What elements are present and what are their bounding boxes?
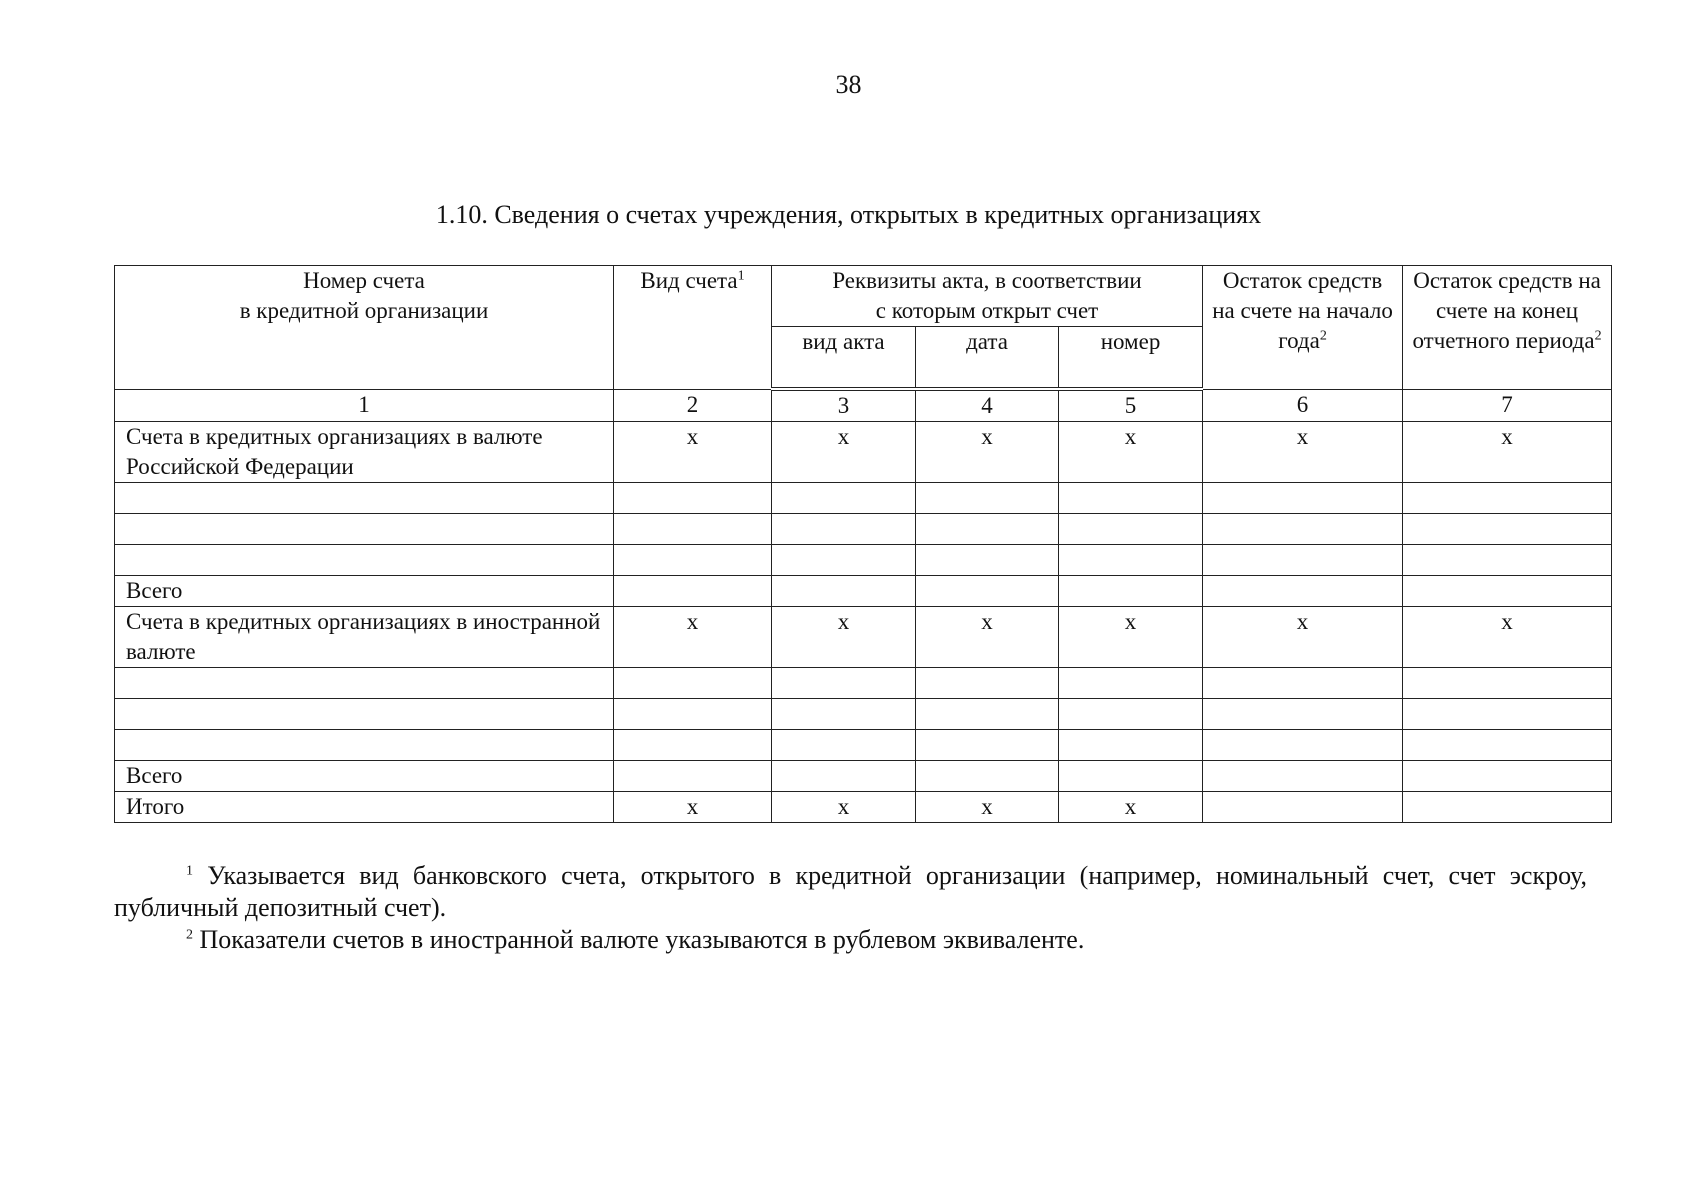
- header-balance-start-text: Остаток средств на счете на начало года: [1212, 268, 1393, 353]
- table-cell: [1203, 668, 1403, 699]
- table-cell: [772, 514, 916, 545]
- table-cell: x: [772, 792, 916, 823]
- table-cell: x: [916, 792, 1059, 823]
- table-cell: [772, 545, 916, 576]
- table-cell: [1203, 514, 1403, 545]
- header-balance-start: [1203, 266, 1403, 390]
- table-row: [115, 761, 1612, 792]
- table-cell: [614, 483, 772, 514]
- table-row: [115, 607, 1612, 668]
- table-cell: [772, 730, 916, 761]
- header-account-number-line2: в кредитной организации: [239, 298, 489, 323]
- table-cell: x: [1059, 607, 1203, 668]
- table-cell: [1203, 483, 1403, 514]
- table-row: [115, 422, 1612, 483]
- table-cell: [916, 483, 1059, 514]
- table-cell: x: [916, 422, 1059, 483]
- table-cell: [1403, 730, 1612, 761]
- table-cell: [916, 576, 1059, 607]
- table-row: [115, 545, 1612, 576]
- table-cell: [1403, 514, 1612, 545]
- header-act-details: [772, 266, 1203, 327]
- row-label: Итого: [115, 792, 614, 823]
- table-cell: x: [772, 422, 916, 483]
- header-account-number: [115, 266, 614, 390]
- table-cell: [916, 761, 1059, 792]
- column-number: 3: [772, 389, 916, 422]
- column-number: 4: [916, 389, 1059, 422]
- footnote-2: [114, 924, 1587, 956]
- table-row: [115, 668, 1612, 699]
- column-number: 1: [115, 389, 614, 422]
- table-cell: [1403, 483, 1612, 514]
- table-cell: [614, 761, 772, 792]
- table-cell: [1203, 576, 1403, 607]
- footnotes: [114, 860, 1587, 956]
- footnote-text: Показатели счетов в иностранной валюте указываются в рублевом эквиваленте.: [199, 925, 1085, 954]
- table-cell: [1403, 545, 1612, 576]
- table-cell: [614, 576, 772, 607]
- table-cell: [916, 668, 1059, 699]
- column-numbers-row: [115, 389, 1612, 422]
- column-number: 7: [1403, 389, 1612, 422]
- table-cell: [1403, 576, 1612, 607]
- table-cell: [1059, 545, 1203, 576]
- table-cell: [614, 668, 772, 699]
- row-label: [115, 668, 614, 699]
- table-cell: [614, 699, 772, 730]
- header-account-type: [614, 266, 772, 390]
- row-label: Счета в кредитных организациях в валюте Российской Федерации: [115, 422, 614, 483]
- table-cell: [1059, 576, 1203, 607]
- table-cell: [1403, 668, 1612, 699]
- table-row: [115, 483, 1612, 514]
- table-cell: [916, 730, 1059, 761]
- table-cell: [614, 730, 772, 761]
- page-number: 38: [835, 70, 862, 99]
- table-cell: [1059, 761, 1203, 792]
- header-balance-end-text: Остаток средств на счете на конец отчетного периода: [1412, 268, 1601, 353]
- table-body: [115, 389, 1612, 823]
- table-cell: x: [614, 607, 772, 668]
- row-label: [115, 483, 614, 514]
- row-label: Всего: [115, 576, 614, 607]
- table-cell: [772, 761, 916, 792]
- footnote-mark: 1: [186, 863, 193, 879]
- table-cell: [1403, 699, 1612, 730]
- header-act-number: номер: [1059, 327, 1203, 390]
- table-cell: x: [1403, 607, 1612, 668]
- table-cell: [916, 699, 1059, 730]
- table-cell: [1203, 792, 1403, 823]
- header-act-details-line1: Реквизиты акта, в соответствии: [832, 268, 1142, 293]
- table-cell: x: [772, 607, 916, 668]
- footnote-ref-2: 2: [1319, 328, 1327, 344]
- footnote-ref-2: 2: [1594, 328, 1602, 344]
- header-account-type-text: Вид счета: [640, 268, 738, 293]
- table-cell: [1403, 792, 1612, 823]
- table-row: [115, 514, 1612, 545]
- column-number: 6: [1203, 389, 1403, 422]
- table-cell: [614, 545, 772, 576]
- table-cell: [772, 576, 916, 607]
- table-cell: [614, 514, 772, 545]
- table-cell: [1203, 545, 1403, 576]
- table-cell: [1203, 699, 1403, 730]
- row-label: [115, 545, 614, 576]
- accounts-table: [114, 265, 1612, 823]
- footnote-ref-1: 1: [737, 268, 745, 284]
- table-cell: [916, 514, 1059, 545]
- header-act-details-line2: с которым открыт счет: [875, 298, 1099, 323]
- table-cell: [916, 545, 1059, 576]
- table-row: [115, 576, 1612, 607]
- header-act-type: вид акта: [772, 327, 916, 390]
- header-account-number-line1: Номер счета: [303, 268, 425, 293]
- table-cell: x: [1403, 422, 1612, 483]
- table-cell: x: [1203, 607, 1403, 668]
- row-label: Всего: [115, 761, 614, 792]
- table-cell: x: [1059, 422, 1203, 483]
- column-number: 2: [614, 389, 772, 422]
- table-cell: [1203, 730, 1403, 761]
- footnote-1: [114, 860, 1587, 924]
- table-row: [115, 730, 1612, 761]
- table-cell: [1059, 514, 1203, 545]
- table-cell: x: [614, 422, 772, 483]
- table-cell: x: [916, 607, 1059, 668]
- footnote-text: Указывается вид банковского счета, открытого в кредитной организации (например, номинальный счет, счет эскроу, публичный депозитный счет).: [114, 861, 1587, 922]
- table-cell: [1403, 761, 1612, 792]
- column-number: 5: [1059, 389, 1203, 422]
- table-cell: [1059, 668, 1203, 699]
- row-label: [115, 514, 614, 545]
- table-cell: [1203, 761, 1403, 792]
- row-label: [115, 699, 614, 730]
- footnote-mark: 2: [186, 927, 193, 943]
- table-cell: [1059, 483, 1203, 514]
- section-title: 1.10. Сведения о счетах учреждения, открытых в кредитных организациях: [435, 200, 1262, 229]
- table-row: [115, 699, 1612, 730]
- table-cell: x: [1203, 422, 1403, 483]
- row-label: Счета в кредитных организациях в иностранной валюте: [115, 607, 614, 668]
- table-cell: [772, 483, 916, 514]
- table-cell: [772, 699, 916, 730]
- table-row: [115, 792, 1612, 823]
- table-cell: [1059, 699, 1203, 730]
- header-balance-end: [1403, 266, 1612, 390]
- table-cell: x: [614, 792, 772, 823]
- table-cell: [772, 668, 916, 699]
- row-label: [115, 730, 614, 761]
- header-act-date: дата: [916, 327, 1059, 390]
- table-cell: [1059, 730, 1203, 761]
- table-cell: x: [1059, 792, 1203, 823]
